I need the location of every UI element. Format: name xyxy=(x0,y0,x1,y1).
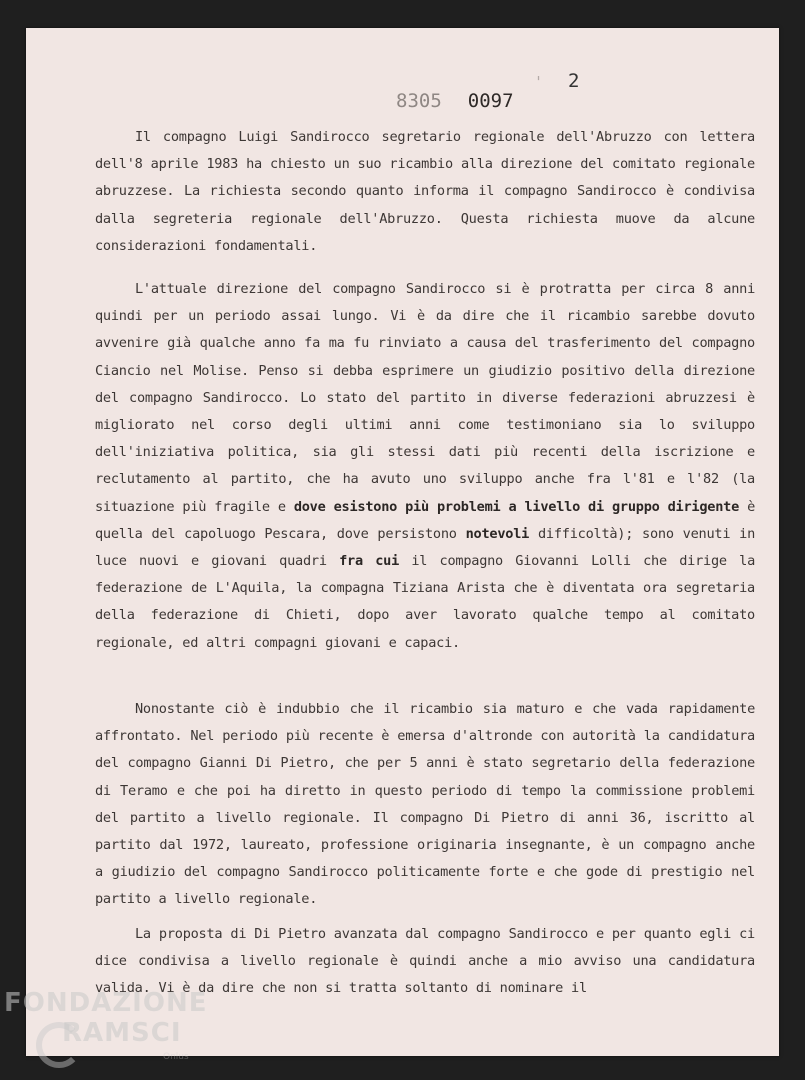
watermark-line-2: RAMSCI xyxy=(62,1018,182,1048)
archive-number-suffix: 0097 xyxy=(467,90,514,112)
paragraph-2 xyxy=(95,276,755,657)
page-number xyxy=(534,70,579,92)
paragraph-2-text-4: il compagno Giovanni Lolli che dirige la federazione de L'Aquila, la compagna Tiziana Arista che è diventata ora segretaria della federazione di Chieti, dopo aver lavorato qualche tempo al comitato regionale, ed altri compagni giovani e capaci. xyxy=(95,553,755,651)
paragraph-3: Nonostante ciò è indubbio che il ricambio sia maturo e che vada rapidamente affrontato. Nel periodo più recente è emersa d'altronde con autorità la candidatura del compagno Gianni Di Pietro, che per 5 anni è stato segretario della federazione di Teramo e che poi ha diretto in questo periodo di tempo la commissione problemi del partito a livello regionale. Il compagno Di Pietro di anni 36, iscritto al partito dal 1972, laureato, professione originaria insegnante, è un compagno anche a giudizio del compagno Sandirocco politicamente forte e che gode di prestigio nel partito a livello regionale. xyxy=(95,701,755,908)
paragraph-2-text-2: è quella del capoluogo Pescara, dove persistono xyxy=(95,498,756,542)
fondazione-gramsci-watermark xyxy=(4,990,207,1046)
watermark-line-1: FONDAZIONE xyxy=(4,988,208,1018)
archive-number-prefix: 8305 xyxy=(396,90,442,112)
paragraph-2-text-3: difficoltà); sono venuti in luce nuovi e giovani quadri xyxy=(95,525,755,570)
paragraph-2-emphasis-1: dove esistono più problemi a livello di gruppo dirigente xyxy=(293,498,740,515)
archive-number xyxy=(396,90,514,112)
watermark-onlus: Onlus xyxy=(163,1052,189,1062)
paragraph-2-emphasis-3: fra cui xyxy=(339,553,400,570)
paragraph-1: Il compagno Luigi Sandirocco segretario regionale dell'Abruzzo con lettera dell'8 aprile 1983 ha chiesto un suo ricambio alla direzione del comitato regionale abruzzese. La richiesta secondo quanto informa il compagno Sandirocco è condivisa dalla segreteria regionale dell'Abruzzo. Questa richiesta muove da alcune considerazioni fondamentali. xyxy=(95,129,755,254)
paragraph-2-text-1: L'attuale direzione del compagno Sandirocco si è protratta per circa 8 anni quindi per un periodo assai lungo. Vi è da dire che il ricambio sarebbe dovuto avvenire già qualche anno fa ma fu rinviato a causa del trasferimento del compagno Ciancio nel Molise. Penso si debba esprimere un giudizio positivo della direzione del compagno Sandirocco. Lo stato del partito in diverse federazioni abruzzesi è migliorato nel corso degli ultimi anni come testimoniano sia lo sviluppo dell'iniziativa politica, sia gli stessi dati più recenti della iscrizione e reclutamento al partito, che ha avuto uno sviluppo anche fra l'81 e l'82 (la situazione più fragile e xyxy=(95,281,755,515)
watermark-logo-icon xyxy=(36,1022,82,1068)
paragraph-2-emphasis-2: notevoli xyxy=(465,525,530,542)
page-number-value: 2 xyxy=(568,70,580,92)
page-mark-faint: ' xyxy=(534,73,559,91)
paragraph-4: La proposta di Di Pietro avanzata dal compagno Sandirocco e per quanto egli ci dice condivisa a livello regionale è quindi anche a mio avviso una candidatura valida. Vi è da dire che non si tratta soltanto di nominare il xyxy=(95,926,755,997)
document-page xyxy=(26,28,779,1056)
